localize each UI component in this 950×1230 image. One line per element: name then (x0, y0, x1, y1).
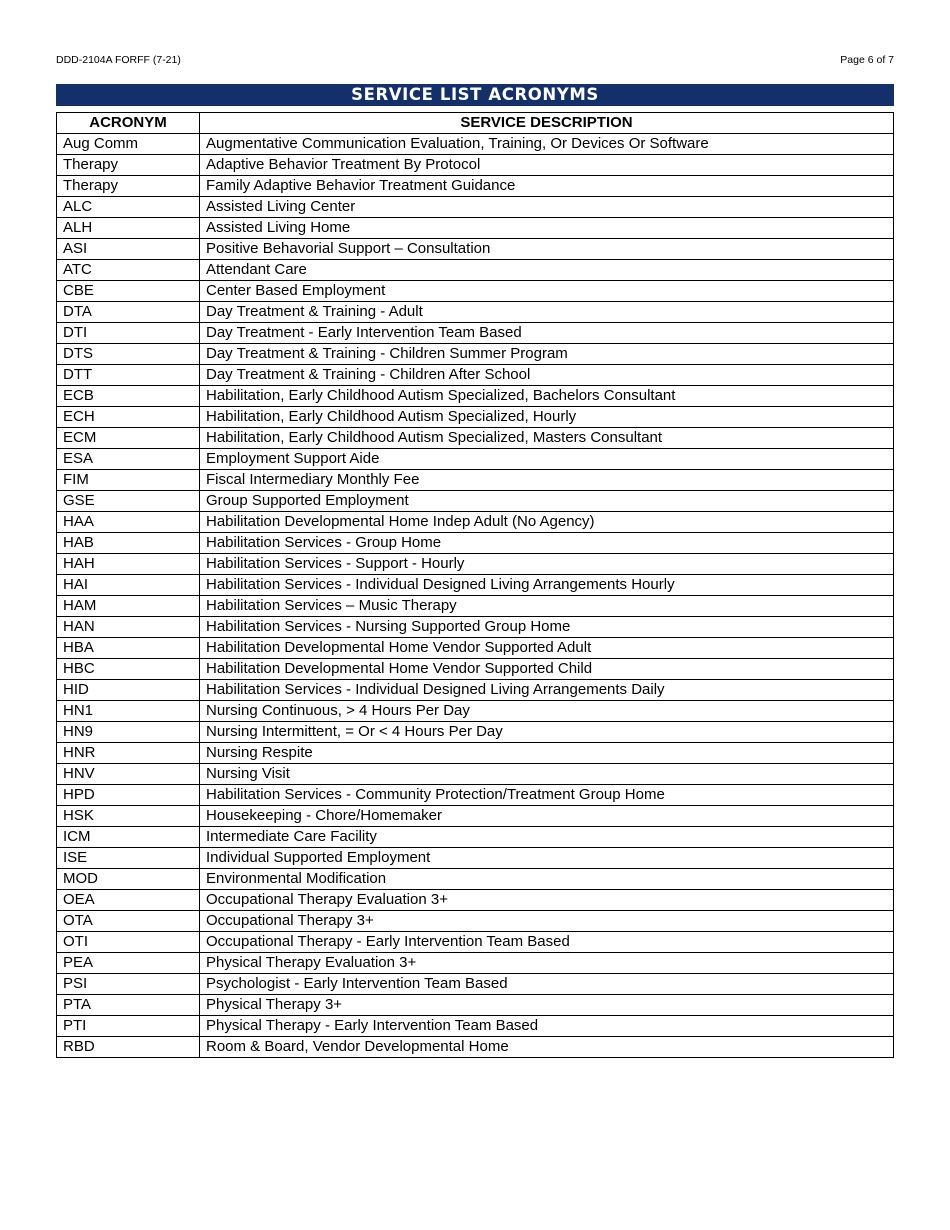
table-row (57, 911, 894, 932)
service-description-cell: Habilitation Developmental Home Vendor Supported Adult (200, 638, 894, 659)
service-description-cell: Habilitation Services - Individual Designed Living Arrangements Daily (200, 680, 894, 701)
table-row (57, 1016, 894, 1037)
service-description-cell: Habilitation Services – Music Therapy (200, 596, 894, 617)
acronym-cell: FIM (57, 470, 200, 491)
table-row (57, 533, 894, 554)
service-description-cell: Physical Therapy Evaluation 3+ (200, 953, 894, 974)
service-description-cell: Physical Therapy 3+ (200, 995, 894, 1016)
table-row (57, 407, 894, 428)
table-row (57, 239, 894, 260)
acronym-cell: HBA (57, 638, 200, 659)
page-number: Page 6 of 7 (840, 54, 894, 66)
service-description-cell: Day Treatment - Early Intervention Team Based (200, 323, 894, 344)
service-description-cell: Attendant Care (200, 260, 894, 281)
table-row (57, 449, 894, 470)
service-description-cell: Habilitation Services - Individual Designed Living Arrangements Hourly (200, 575, 894, 596)
service-description-cell: Nursing Respite (200, 743, 894, 764)
table-row (57, 176, 894, 197)
service-description-cell: Occupational Therapy 3+ (200, 911, 894, 932)
page-title: SERVICE LIST ACRONYMS (56, 84, 894, 106)
table-row (57, 869, 894, 890)
acronym-cell: PEA (57, 953, 200, 974)
table-row (57, 554, 894, 575)
table-row (57, 197, 894, 218)
table-row (57, 365, 894, 386)
acronym-cell: ISE (57, 848, 200, 869)
table-row (57, 344, 894, 365)
acronym-cell: OTA (57, 911, 200, 932)
acronym-table (56, 112, 894, 1058)
acronym-cell: DTI (57, 323, 200, 344)
service-description-cell: Occupational Therapy Evaluation 3+ (200, 890, 894, 911)
acronym-cell: ECM (57, 428, 200, 449)
table-row (57, 155, 894, 176)
acronym-cell: HID (57, 680, 200, 701)
acronym-cell: Therapy (57, 155, 200, 176)
service-description-cell: Fiscal Intermediary Monthly Fee (200, 470, 894, 491)
service-description-cell: Nursing Intermittent, = Or < 4 Hours Per Day (200, 722, 894, 743)
acronym-cell: DTT (57, 365, 200, 386)
acronym-cell: HAH (57, 554, 200, 575)
acronym-cell: HAB (57, 533, 200, 554)
table-row (57, 575, 894, 596)
table-row (57, 491, 894, 512)
table-row (57, 596, 894, 617)
acronym-cell: HAN (57, 617, 200, 638)
table-row (57, 848, 894, 869)
service-description-cell: Habilitation Developmental Home Vendor Supported Child (200, 659, 894, 680)
service-description-cell: Housekeeping - Chore/Homemaker (200, 806, 894, 827)
acronym-cell: MOD (57, 869, 200, 890)
acronym-cell: GSE (57, 491, 200, 512)
acronym-cell: PTI (57, 1016, 200, 1037)
service-description-cell: Habilitation Services - Group Home (200, 533, 894, 554)
service-description-cell: Habilitation Developmental Home Indep Adult (No Agency) (200, 512, 894, 533)
acronym-cell: HBC (57, 659, 200, 680)
service-description-cell: Environmental Modification (200, 869, 894, 890)
table-row (57, 932, 894, 953)
table-row (57, 260, 894, 281)
service-description-cell: Nursing Visit (200, 764, 894, 785)
table-row (57, 785, 894, 806)
service-description-cell: Day Treatment & Training - Adult (200, 302, 894, 323)
table-row (57, 302, 894, 323)
acronym-cell: DTS (57, 344, 200, 365)
acronym-cell: Aug Comm (57, 134, 200, 155)
service-description-cell: Assisted Living Center (200, 197, 894, 218)
table-body (57, 134, 894, 1058)
service-description-cell: Habilitation Services - Community Protection/Treatment Group Home (200, 785, 894, 806)
acronym-cell: HN9 (57, 722, 200, 743)
acronym-cell: ICM (57, 827, 200, 848)
acronym-cell: PTA (57, 995, 200, 1016)
acronym-cell: HNR (57, 743, 200, 764)
table-row (57, 974, 894, 995)
acronym-cell: HAM (57, 596, 200, 617)
service-description-cell: Employment Support Aide (200, 449, 894, 470)
acronym-cell: ALC (57, 197, 200, 218)
acronym-cell: OEA (57, 890, 200, 911)
table-row (57, 701, 894, 722)
service-description-cell: Assisted Living Home (200, 218, 894, 239)
acronym-cell: DTA (57, 302, 200, 323)
table-row (57, 470, 894, 491)
table-row (57, 995, 894, 1016)
acronym-cell: ECB (57, 386, 200, 407)
acronym-cell: HAI (57, 575, 200, 596)
service-description-cell: Intermediate Care Facility (200, 827, 894, 848)
service-description-cell: Nursing Continuous, > 4 Hours Per Day (200, 701, 894, 722)
acronym-cell: HN1 (57, 701, 200, 722)
table-row (57, 1037, 894, 1058)
service-description-cell: Augmentative Communication Evaluation, Training, Or Devices Or Software (200, 134, 894, 155)
service-description-cell: Habilitation, Early Childhood Autism Specialized, Bachelors Consultant (200, 386, 894, 407)
column-header-service-description: SERVICE DESCRIPTION (200, 113, 894, 134)
acronym-cell: PSI (57, 974, 200, 995)
service-description-cell: Physical Therapy - Early Intervention Team Based (200, 1016, 894, 1037)
table-row (57, 323, 894, 344)
service-description-cell: Habilitation, Early Childhood Autism Specialized, Masters Consultant (200, 428, 894, 449)
table-row (57, 764, 894, 785)
acronym-cell: ASI (57, 239, 200, 260)
service-description-cell: Day Treatment & Training - Children Summer Program (200, 344, 894, 365)
service-description-cell: Occupational Therapy - Early Intervention Team Based (200, 932, 894, 953)
table-row (57, 386, 894, 407)
table-row (57, 134, 894, 155)
acronym-cell: CBE (57, 281, 200, 302)
acronym-cell: ALH (57, 218, 200, 239)
table-row (57, 218, 894, 239)
table-row (57, 428, 894, 449)
acronym-cell: ECH (57, 407, 200, 428)
service-description-cell: Day Treatment & Training - Children After School (200, 365, 894, 386)
table-row (57, 806, 894, 827)
table-row (57, 827, 894, 848)
service-description-cell: Family Adaptive Behavior Treatment Guidance (200, 176, 894, 197)
service-description-cell: Habilitation, Early Childhood Autism Specialized, Hourly (200, 407, 894, 428)
table-row (57, 680, 894, 701)
table-row (57, 638, 894, 659)
table-row (57, 512, 894, 533)
service-description-cell: Group Supported Employment (200, 491, 894, 512)
acronym-cell: HAA (57, 512, 200, 533)
service-description-cell: Center Based Employment (200, 281, 894, 302)
acronym-cell: Therapy (57, 176, 200, 197)
table-row (57, 617, 894, 638)
table-row (57, 281, 894, 302)
acronym-cell: OTI (57, 932, 200, 953)
form-id: DDD-2104A FORFF (7-21) (56, 54, 181, 66)
table-row (57, 743, 894, 764)
acronym-cell: HNV (57, 764, 200, 785)
service-description-cell: Habilitation Services - Nursing Supported Group Home (200, 617, 894, 638)
service-description-cell: Positive Behavorial Support – Consultation (200, 239, 894, 260)
acronym-cell: ESA (57, 449, 200, 470)
table-row (57, 890, 894, 911)
acronym-cell: RBD (57, 1037, 200, 1058)
service-description-cell: Individual Supported Employment (200, 848, 894, 869)
acronym-cell: HSK (57, 806, 200, 827)
table-header-row (57, 113, 894, 134)
acronym-cell: ATC (57, 260, 200, 281)
acronym-cell: HPD (57, 785, 200, 806)
service-description-cell: Habilitation Services - Support - Hourly (200, 554, 894, 575)
service-description-cell: Room & Board, Vendor Developmental Home (200, 1037, 894, 1058)
table-row (57, 722, 894, 743)
table-row (57, 659, 894, 680)
service-description-cell: Psychologist - Early Intervention Team Based (200, 974, 894, 995)
service-description-cell: Adaptive Behavior Treatment By Protocol (200, 155, 894, 176)
column-header-acronym: ACRONYM (57, 113, 200, 134)
table-row (57, 953, 894, 974)
